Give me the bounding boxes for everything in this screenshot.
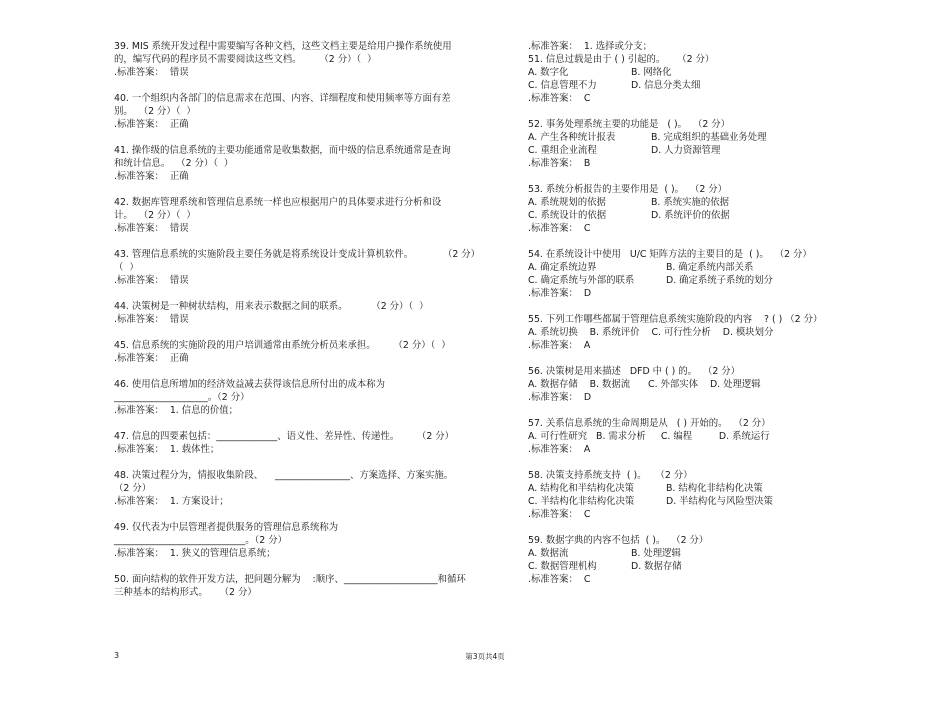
question-text: 49. 仅代表为中层管理者提供服务的管理信息系统称为 xyxy=(114,522,339,533)
answer-text: .标准答案： A xyxy=(528,444,591,455)
mc-question-block xyxy=(528,53,828,105)
question-text: 48. 决策过程分为，情报收集阶段、 ________________、方案选择、方案实施。 xyxy=(114,470,454,481)
option-row xyxy=(528,378,828,391)
question-block xyxy=(114,378,492,417)
answer-text: .标准答案： B xyxy=(528,158,591,169)
question-block xyxy=(114,339,492,365)
answer-text: .标准答案： C xyxy=(528,574,591,585)
option-row xyxy=(528,66,828,79)
page-number: 3 xyxy=(114,651,120,660)
answer-text: .标准答案： 正确 xyxy=(114,353,189,364)
option-text: B. 处理逻辑 xyxy=(631,548,681,559)
question-block xyxy=(114,573,492,599)
question-block xyxy=(114,144,492,183)
option-text: B. 确定系统内部关系 xyxy=(666,262,754,273)
option-text: D. 系统评价的依据 xyxy=(651,210,730,221)
question-text: （ ） xyxy=(114,262,139,273)
question-text: 42. 数据库管理系统和管理信息系统一样也应根据用户的具体要求进行分析和设 xyxy=(114,197,442,208)
option-text: A. 数据存储 B. 数据流 C. 外部实体 D. 处理逻辑 xyxy=(528,379,761,390)
option-text: A. 系统规划的依据 xyxy=(528,197,606,208)
question-text: 47. 信息的四要素包括：_____________、语义性、差异性、传递性。 （2 分） xyxy=(114,431,455,442)
question-text: 三种基本的结构形式。 （2 分） xyxy=(114,587,257,598)
answer-text: .标准答案： 1. 方案设计； xyxy=(114,496,229,507)
question-block xyxy=(114,196,492,235)
right-column xyxy=(528,40,828,599)
option-text: A. 系统切换 B. 系统评价 C. 可行性分析 D. 模块划分 xyxy=(528,327,774,338)
question-stem: 55. 下列工作哪些都属于管理信息系统实施阶段的内容 ? ( ) （2 分） xyxy=(528,314,823,325)
option-row xyxy=(528,482,828,495)
answer-text: .标准答案： 正确 xyxy=(114,171,189,182)
option-text: D. 信息分类太细 xyxy=(631,80,701,91)
question-text: ____________________________。（2 分） xyxy=(114,535,288,546)
answer-text: .标准答案： 1. 信息的价值； xyxy=(114,405,238,416)
mc-question-block xyxy=(528,248,828,300)
option-text: A. 结构化和半结构化决策 xyxy=(528,483,634,494)
option-text: B. 网络化 xyxy=(631,67,672,78)
question-block xyxy=(114,521,492,560)
option-row xyxy=(528,495,828,508)
question-text: 的，编写代码的程序员不需要阅读这些文档。 （2 分）（ ） xyxy=(114,54,377,65)
question-stem: 59. 数据字典的内容不包括 ( )。 （2 分） xyxy=(528,535,709,546)
answer-text: .标准答案： 错误 xyxy=(114,275,189,286)
option-text: C. 重组企业流程 xyxy=(528,145,597,156)
option-text: A. 数据流 xyxy=(528,548,569,559)
answer-text: .标准答案： 错误 xyxy=(114,314,189,325)
answer-text: .标准答案： 1. 狭义的管理信息系统； xyxy=(114,548,276,559)
question-text: ____________________。（2 分） xyxy=(114,392,250,403)
question-stem: 58. 决策支持系统支持 ( )。 （2 分） xyxy=(528,470,693,481)
question-stem: 52. 事务处理系统主要的功能是 ( )。 （2 分） xyxy=(528,119,731,130)
question-block xyxy=(114,40,492,79)
mc-question-block xyxy=(528,365,828,404)
mc-question-block xyxy=(528,118,828,170)
question-text: 50. 面向结构的软件开发方法，把问题分解为 :顺序、____________________和循环 xyxy=(114,574,466,585)
question-text: 41. 操作级的信息系统的主要功能通常是收集数据，而中级的信息系统通常是查询 xyxy=(114,145,451,156)
page-info: 第3页共4页 xyxy=(465,652,505,661)
answer-text: .标准答案： 1. 载体性； xyxy=(114,444,220,455)
question-text: 39. MIS 系统开发过程中需要编写各种文档，这些文档主要是给用户操作系统使用 xyxy=(114,41,452,52)
question-text: 46. 使用信息所增加的经济效益减去获得该信息所付出的成本称为 xyxy=(114,379,386,390)
option-row xyxy=(528,326,828,339)
option-text: D. 确定系统子系统的划分 xyxy=(666,275,773,286)
question-block xyxy=(114,469,492,508)
question-stem: 53. 系统分析报告的主要作用是 ( )。 （2 分） xyxy=(528,184,728,195)
question-stem: 54. 在系统设计中使用 U/C 矩阵方法的主要目的是 ( )。 （2 分） xyxy=(528,249,812,260)
option-row xyxy=(528,547,828,560)
question-stem: 51. 信息过载是由于 ( ) 引起的。 （2 分） xyxy=(528,54,715,65)
option-row xyxy=(528,430,828,443)
question-block xyxy=(114,92,492,131)
question-text: （2 分） xyxy=(114,483,152,494)
answer-text: .标准答案： 错误 xyxy=(114,67,189,78)
option-text: B. 结构化非结构化决策 xyxy=(666,483,763,494)
question-text: 计。 （2 分）（ ） xyxy=(114,210,196,221)
question-text: 别。 （2 分）（ ） xyxy=(114,106,196,117)
answer-text: .标准答案： 正确 xyxy=(114,119,189,130)
answer-text: .标准答案： C xyxy=(528,223,591,234)
option-text: B. 系统实施的依据 xyxy=(651,197,730,208)
answer-text: .标准答案： A xyxy=(528,340,591,351)
question-text: 44. 决策树是一种树状结构，用来表示数据之间的联系。 （2 分）（ ） xyxy=(114,301,429,312)
option-row xyxy=(528,131,828,144)
option-text: A. 确定系统边界 xyxy=(528,262,597,273)
question-block xyxy=(114,430,492,456)
answer-text: .标准答案： 错误 xyxy=(114,223,189,234)
option-row xyxy=(528,209,828,222)
question-text: 43. 管理信息系统的实施阶段主要任务就是将系统设计变成计算机软件。 （2 分） xyxy=(114,249,481,260)
answer-text: .标准答案： C xyxy=(528,93,591,104)
answer-text: .标准答案： D xyxy=(528,288,592,299)
question-text: 和统计信息。 （2 分）（ ） xyxy=(114,158,234,169)
option-text: C. 确定系统与外部的联系 xyxy=(528,275,635,286)
option-text: D. 数据存储 xyxy=(631,561,682,572)
option-text: D. 人力资源管理 xyxy=(651,145,721,156)
option-text: B. 完成组织的基础业务处理 xyxy=(651,132,767,143)
mc-question-block xyxy=(528,183,828,235)
option-row xyxy=(528,79,828,92)
option-row xyxy=(528,261,828,274)
mc-question-block xyxy=(528,469,828,521)
mc-question-block xyxy=(528,313,828,352)
left-column xyxy=(114,40,492,612)
option-text: C. 数据管理机构 xyxy=(528,561,597,572)
option-row xyxy=(528,560,828,573)
mc-question-block xyxy=(528,417,828,456)
option-row xyxy=(528,196,828,209)
question-block xyxy=(114,300,492,326)
question-stem: 57. 关系信息系统的生命周期是从 ( ) 开始的。 （2 分） xyxy=(528,418,771,429)
question-stem: 56. 决策树是用来描述 DFD 中 ( ) 的。 （2 分） xyxy=(528,366,741,377)
question-text: 40. 一个组织内各部门的信息需求在范围、内容、详细程度和使用频率等方面有差 xyxy=(114,93,451,104)
answer-text: .标准答案： D xyxy=(528,392,592,403)
question-text: 45. 信息系统的实施阶段的用户培训通常由系统分析员来承担。 （2 分）（ ） xyxy=(114,340,451,351)
question-block xyxy=(114,248,492,287)
option-text: C. 系统设计的依据 xyxy=(528,210,607,221)
option-text: A. 可行性研究 B. 需求分析 C. 编程 D. 系统运行 xyxy=(528,431,770,442)
option-text: D. 半结构化与风险型决策 xyxy=(666,496,773,507)
option-text: C. 半结构化非结构化决策 xyxy=(528,496,635,507)
option-text: A. 数字化 xyxy=(528,67,569,78)
option-row xyxy=(528,274,828,287)
answer-text: .标准答案： C xyxy=(528,509,591,520)
mc-question-block xyxy=(528,534,828,586)
option-row xyxy=(528,144,828,157)
option-text: A. 产生各种统计报表 xyxy=(528,132,616,143)
carried-answer: .标准答案： 1. 选择或分支； xyxy=(528,41,652,52)
option-text: C. 信息管理不力 xyxy=(528,80,597,91)
